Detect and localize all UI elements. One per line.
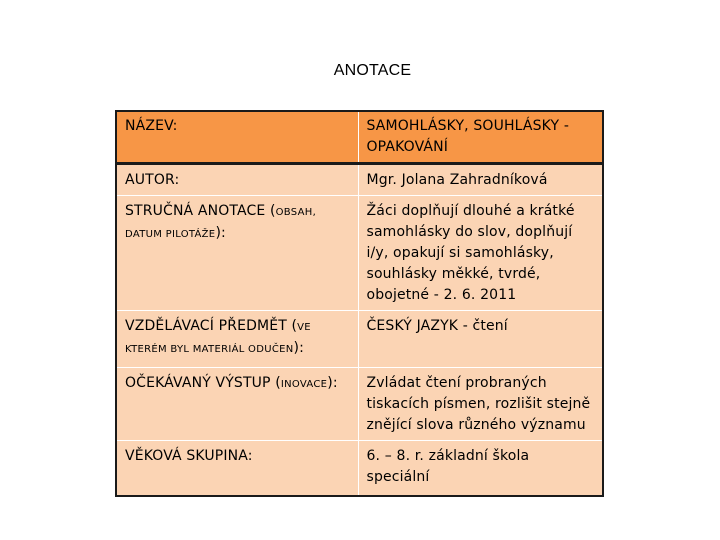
subject-label bbox=[116, 311, 358, 368]
annotation-label bbox=[116, 196, 358, 311]
table-row-name bbox=[116, 111, 603, 164]
name-value: SAMOHLÁSKY, SOUHLÁSKY - OPAKOVÁNÍ bbox=[358, 111, 603, 164]
subject-label-main: VZDĚLÁVACÍ PŘEDMĚT ( bbox=[125, 318, 298, 334]
output-label-small: INOVACE bbox=[280, 379, 328, 390]
age-label: VĚKOVÁ SKUPINA: bbox=[116, 441, 358, 497]
table-row-annotation bbox=[116, 196, 603, 311]
annotation-value: Žáci doplňují dlouhé a krátké samohlásky do slov, doplňují i/y, opakují si samohlásky, souhlásky měkké, tvrdé, obojetné - 2. 6. 2011 bbox=[358, 196, 603, 311]
subject-value: ČESKÝ JAZYK - čtení bbox=[358, 311, 603, 368]
author-value: Mgr. Jolana Zahradníková bbox=[358, 164, 603, 196]
subject-label-small-2: KTERÉM BYL MATERIÁL ODUČEN bbox=[125, 344, 294, 355]
output-label-end: ): bbox=[327, 375, 338, 391]
table-row-subject bbox=[116, 311, 603, 368]
annotation-table bbox=[115, 110, 604, 497]
annotation-label-main: STRUČNÁ ANOTACE ( bbox=[125, 203, 276, 219]
table-row-author bbox=[116, 164, 603, 196]
output-label bbox=[116, 368, 358, 441]
annotation-label-small-1: OBSAH, bbox=[275, 207, 317, 218]
output-label-main: OČEKÁVANÝ VÝSTUP ( bbox=[125, 375, 281, 391]
subject-label-small-1: VE bbox=[297, 322, 311, 333]
output-value: Zvládat čtení probraných tiskacích písmen, rozlišit stejně znějící slova různého významu bbox=[358, 368, 603, 441]
table-row-output bbox=[116, 368, 603, 441]
page-title: ANOTACE bbox=[333, 62, 412, 79]
age-value: 6. – 8. r. základní škola speciální bbox=[366, 448, 530, 485]
annotation-label-end: ): bbox=[215, 225, 226, 241]
table-row-age bbox=[116, 441, 603, 497]
name-label: NÁZEV: bbox=[116, 111, 358, 164]
author-label: AUTOR: bbox=[116, 164, 358, 196]
annotation-label-small-2: DATUM PILOTÁŽE bbox=[125, 229, 216, 240]
subject-label-end: ): bbox=[293, 340, 305, 356]
